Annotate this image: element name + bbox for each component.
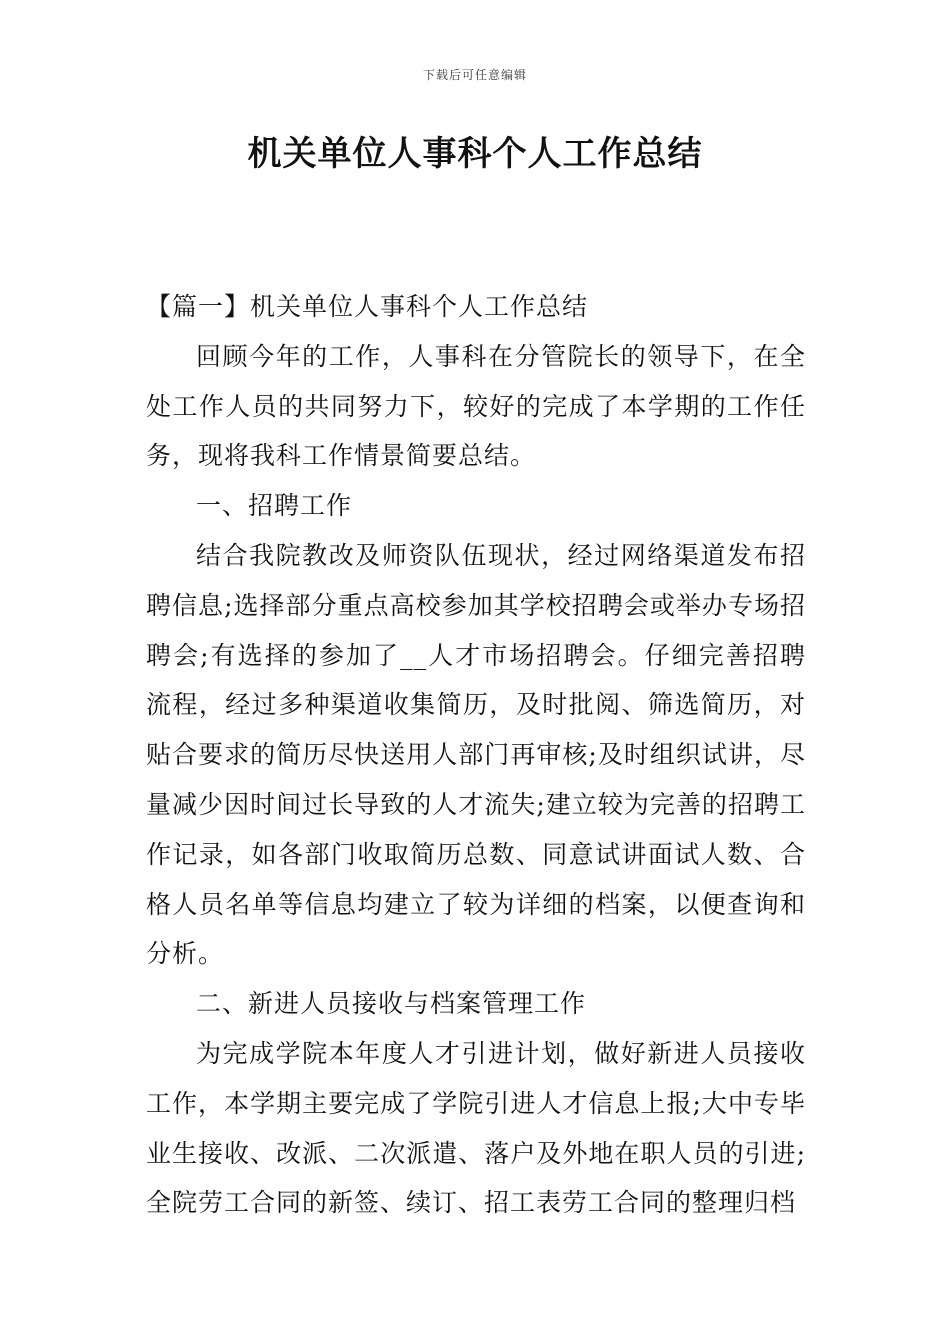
document-title: 机关单位人事科个人工作总结 bbox=[247, 134, 703, 174]
header-note: 下载后可任意编辑 bbox=[422, 68, 527, 82]
paragraph-intro: 回顾今年的工作，人事科在分管院长的领导下，在全处工作人员的共同努力下，较好的完成了本学期的工作任务，现将我科工作情景简要总结。 bbox=[146, 341, 806, 471]
paragraph-new-staff-archives: 为完成学院本年度人才引进计划，做好新进人员接收工作，本学期主要完成了学院引进人才信息上报;大中专毕业生接收、改派、二次派遣、落户及外地在职人员的引进;全院劳工合同的新签、续订、招工表劳工合同的整理归档 bbox=[146, 1038, 806, 1218]
document-body bbox=[146, 282, 806, 1228]
heading-new-staff-archives: 二、新进人员接收与档案管理工作 bbox=[196, 989, 587, 1019]
section-label: 【篇一】机关单位人事科个人工作总结 bbox=[146, 292, 589, 321]
heading-recruitment: 一、招聘工作 bbox=[196, 491, 353, 521]
paragraph-recruitment: 结合我院教改及师资队伍现状，经过网络渠道发布招聘信息;选择部分重点高校参加其学校招聘会或举办专场招聘会;有选择的参加了__人才市场招聘会。仔细完善招聘流程，经过多种渠道收集简历，及时批阅、筛选简历，对贴合要求的简历尽快送用人部门再审核;及时组织试讲，尽量减少因时间过长导致的人才流失;建立较为完善的招聘工作记录，如各部门收取简历总数、同意试讲面试人数、合格人员名单等信息均建立了较为详细的档案，以便查询和分析。 bbox=[146, 540, 806, 969]
